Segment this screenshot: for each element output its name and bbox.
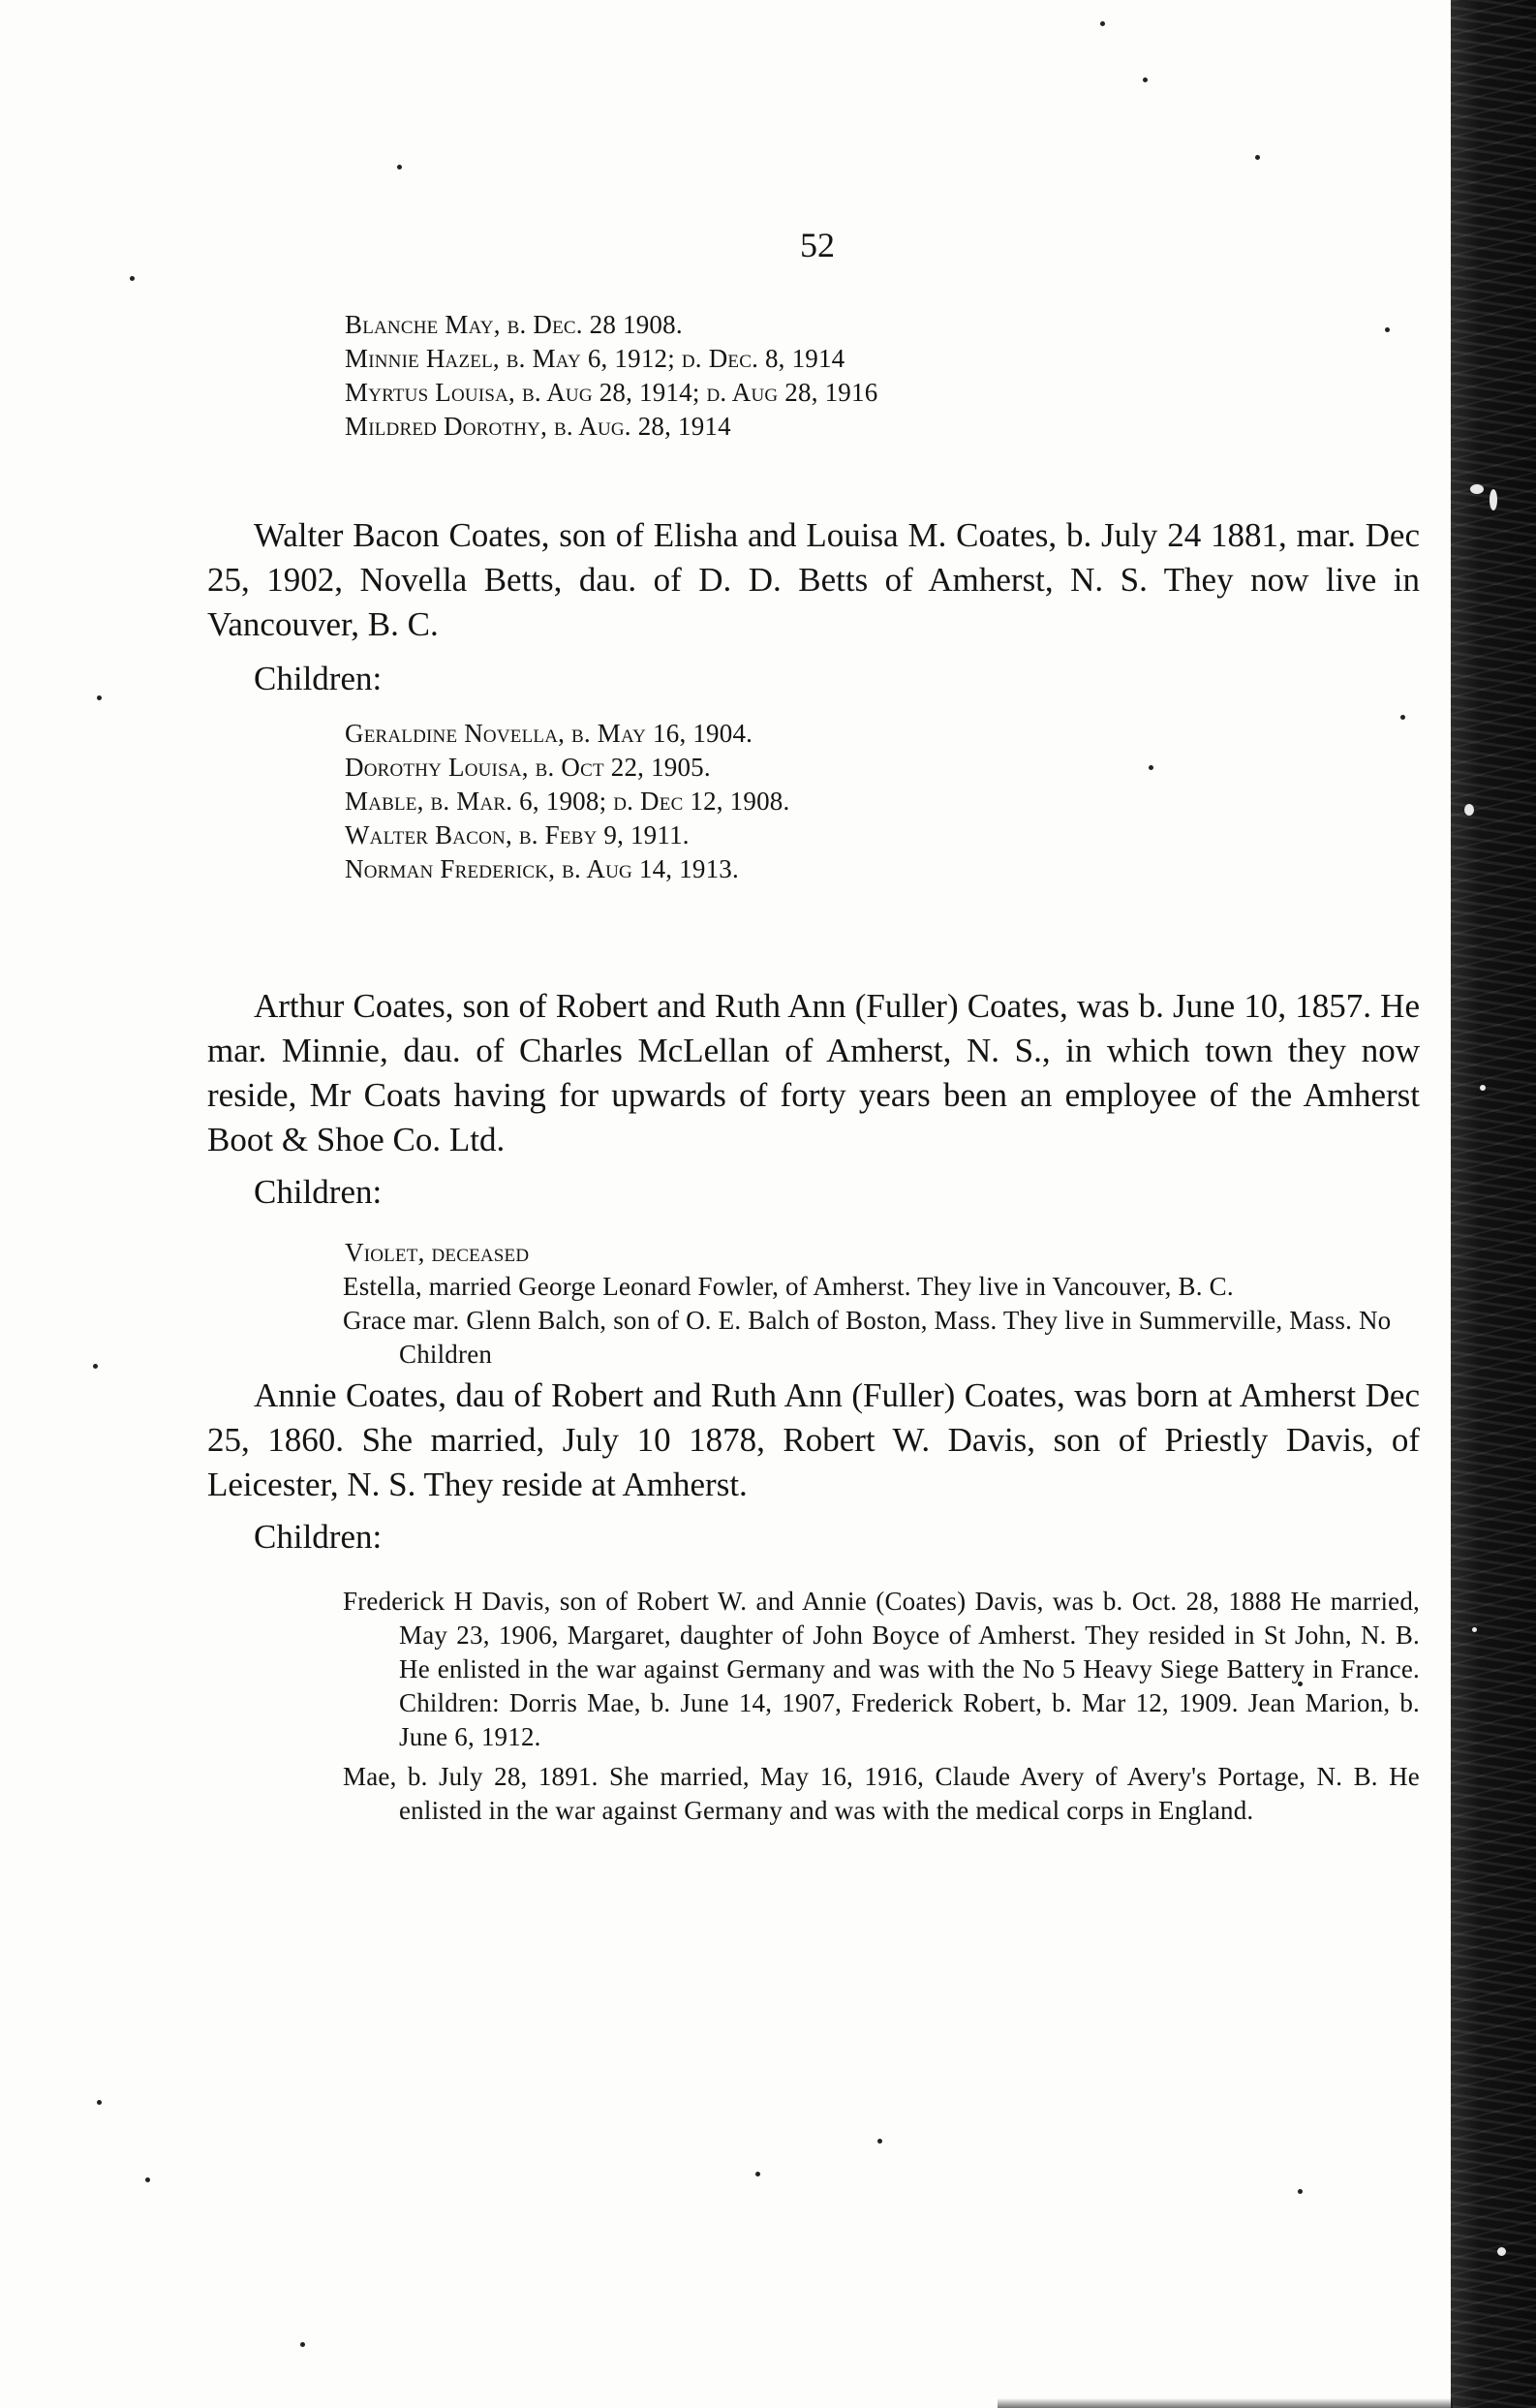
annie-coates-paragraph: Annie Coates, dau of Robert and Ruth Ann (Fuller) Coates, was born at Amherst Dec 25, 1860. She married, July 10 1878, Robert W. Davis, son of Priestly Davis, of Leicester, N. S. They reside at Amherst. (207, 1376, 1420, 1503)
edge-fleck (1497, 2247, 1506, 2256)
scan-speck (97, 2100, 102, 2105)
previous-family-children-list (207, 308, 1420, 444)
child-entry: Frederick H Davis, son of Robert W. and Annie (Coates) Davis, was b. Oct. 28, 1888 He married, May 23, 1906, Margaret, daughter of John Boyce of Amherst. They resided in St John, N. B. He enlisted in the war against Germany and was with the No 5 Heavy Siege Battery in France. Children: Dorris Mae, b. June 14, 1907, Frederick Robert, b. Mar 12, 1909. Jean Marion, b. June 6, 1912. (343, 1587, 1420, 1751)
scan-speck (1143, 77, 1148, 82)
child-entry: Blanche May, b. Dec. 28 1908. (345, 310, 683, 339)
child-entry: Mildred Dorothy, b. Aug. 28, 1914 (345, 412, 731, 441)
scan-edge (1451, 0, 1536, 2408)
scan-speck (755, 2172, 760, 2176)
scan-speck (1255, 155, 1260, 160)
scan-speck (97, 695, 102, 700)
child-entry: Geraldine Novella, b. May 16, 1904. (345, 719, 753, 748)
scan-speck (1298, 2189, 1303, 2194)
scan-speck (877, 2139, 882, 2144)
child-entry: Violet, deceased (345, 1238, 530, 1267)
arthur-coates-paragraph: Arthur Coates, son of Robert and Ruth Ann (Fuller) Coates, was b. June 10, 1857. He mar. Minnie, dau. of Charles McLellan of Amherst, N. S., in which town they now reside, Mr Coats having for upwards of forty years been an employee of the Amherst Boot & Shoe Co. Ltd. (207, 987, 1420, 1158)
page-bottom-shadow (998, 2398, 1453, 2408)
child-entry: Mae, b. July 28, 1891. She married, May 16, 1916, Claude Avery of Avery's Portage, N. B. He enlisted in the war against Germany and was with the medical corps in England. (343, 1762, 1420, 1825)
scan-speck (130, 276, 135, 281)
walter-coates-section (207, 513, 1420, 886)
edge-fleck (1472, 1627, 1477, 1632)
scan-speck (93, 1364, 98, 1369)
arthur-children-list (207, 1236, 1420, 1372)
child-entry: Walter Bacon, b. Feby 9, 1911. (345, 820, 690, 849)
annie-children-list (207, 1585, 1420, 1828)
scan-speck (145, 2177, 150, 2182)
edge-fleck (1480, 1085, 1486, 1091)
child-entry: Grace mar. Glenn Balch, son of O. E. Balch of Boston, Mass. They live in Summerville, Mass. No Children (343, 1306, 1392, 1369)
child-entry: Dorothy Louisa, b. Oct 22, 1905. (345, 753, 711, 782)
walter-coates-paragraph: Walter Bacon Coates, son of Elisha and Louisa M. Coates, b. July 24 1881, mar. Dec 25, 1902, Novella Betts, dau. of D. D. Betts of Amherst, N. S. They now live in Vancouver, B. C. (207, 516, 1420, 643)
children-heading: Children: (254, 1173, 383, 1211)
children-heading: Children: (254, 660, 383, 697)
child-entry: Myrtus Louisa, b. Aug 28, 1914; d. Aug 28, 1916 (345, 378, 878, 407)
child-entry: Minnie Hazel, b. May 6, 1912; d. Dec. 8, 1914 (345, 344, 845, 373)
annie-coates-section (207, 1374, 1420, 1828)
arthur-coates-section (207, 984, 1420, 1372)
children-heading: Children: (254, 1518, 383, 1556)
walter-children-list (207, 717, 1420, 886)
scan-speck (397, 165, 402, 170)
scan-speck (1100, 21, 1105, 26)
page-number: 52 (800, 226, 835, 264)
edge-fleck (1464, 804, 1474, 816)
child-entry: Mable, b. Mar. 6, 1908; d. Dec 12, 1908. (345, 787, 790, 816)
edge-fleck (1470, 484, 1484, 494)
child-entry: Estella, married George Leonard Fowler, of Amherst. They live in Vancouver, B. C. (343, 1272, 1234, 1301)
edge-fleck (1490, 489, 1497, 510)
scan-speck (300, 2342, 305, 2347)
child-entry: Norman Frederick, b. Aug 14, 1913. (345, 854, 739, 883)
